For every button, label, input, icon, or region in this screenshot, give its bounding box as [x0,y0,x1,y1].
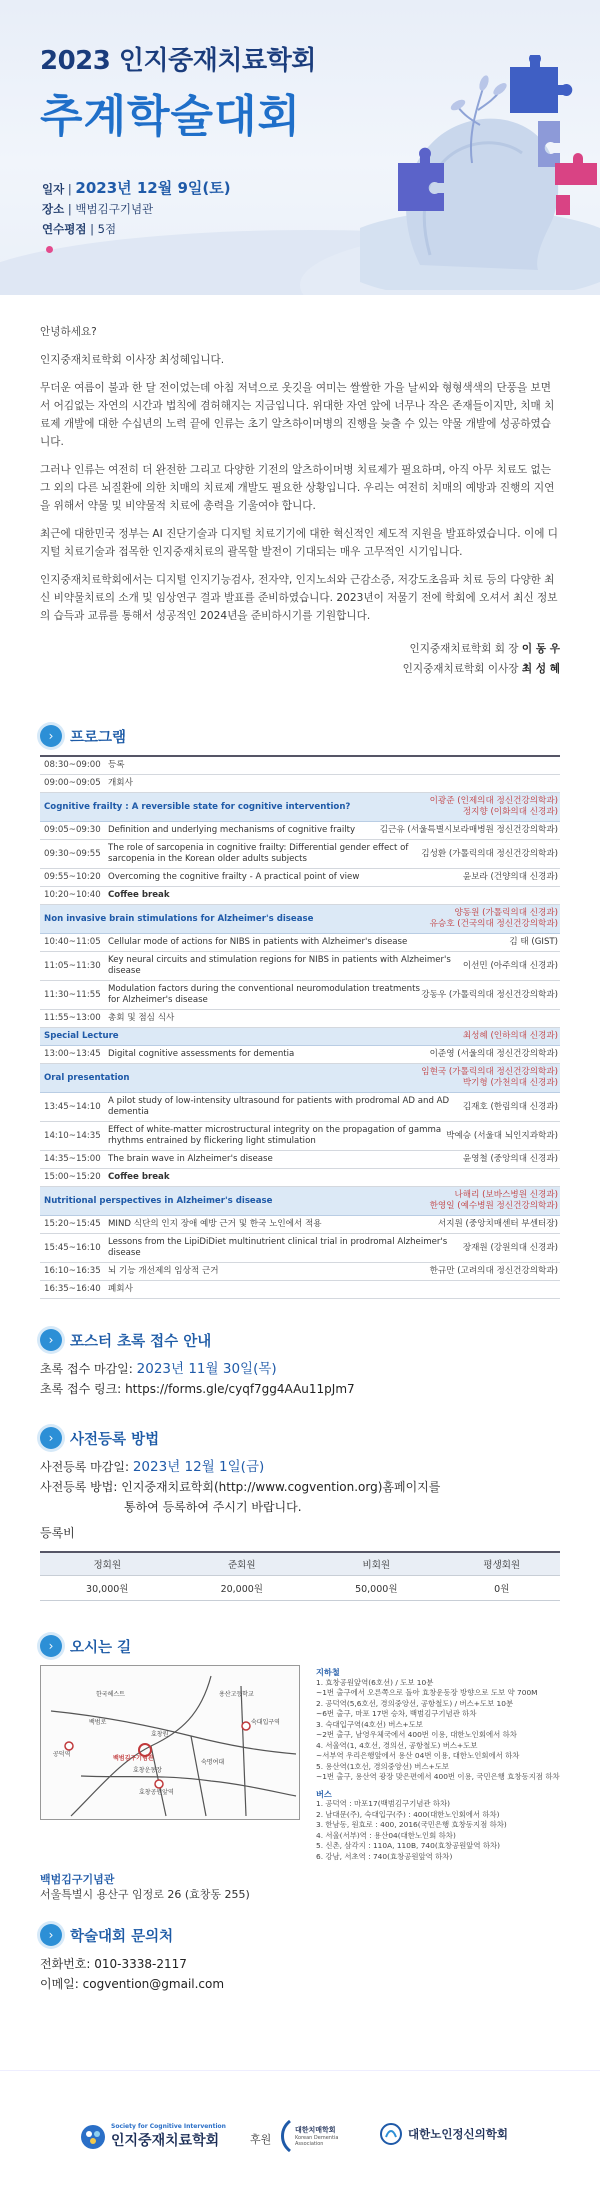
program-time: 13:45~14:10 [44,1101,101,1112]
email-label: 이메일: [40,1977,79,1991]
greeting-letter [0,295,600,679]
registration-heading [40,1427,600,1449]
map-label: 공덕역 [53,1751,71,1758]
program-title: Overcoming the cognitive frailty - A practical point of view [108,872,360,882]
program-title: Coffee break [108,1172,170,1182]
letter-paragraph: 그러나 인류는 여전히 더 완전한 그리고 다양한 기전의 알츠하이머병 치료제가 필요하며, 아직 아무 치료도 없는 그 외의 다른 뇌질환에 의한 치매의 치료제 개발도 필요한 상황입니다. 우리는 여전히 치매의 예방과 진행의 지연을 위해서 약물 및 비약물적 치료에 총력을 기울여야 합니다. [40,464,555,512]
program-row [40,775,560,793]
program-title: Digital cognitive assessments for dementia [108,1049,295,1059]
program-row [40,840,560,869]
speaker-name: 이광준 (인제의대 정신건강의학과) [429,796,558,806]
program-title: Cellular mode of actions for NIBS in patients with Alzheimer's disease [108,937,408,947]
program-speaker [421,990,560,1001]
society-logo [80,2123,226,2150]
fee-title: 등록비 [40,1526,75,1540]
speaker-name: 한영일 (예수병원 정신건강의학과) [429,1201,558,1211]
section-title: 포스터 초록 접수 안내 [70,1333,212,1350]
speaker-name: 최성혜 (인하의대 신경과) [462,1031,558,1041]
chevron-right-icon: › [40,1635,62,1657]
speaker-name: 윤보라 (건양의대 신경과) [462,872,558,882]
program-time: 09:00~09:05 [44,778,101,788]
letter-paragraph: 무더운 여름이 불과 한 달 전이었는데 아침 저녁으로 옷깃을 여미는 쌀쌀한 가을 날씨와 형형색색의 단풍을 보면서 어김없는 자연의 시간과 법칙에 겸허해지는 지금입니다. 위대한 자연 앞에 너무나 작은 존재들이지만, 치매 치료제 개발에 대한 수십년의 노력 끝에 인류는 초기 알츠하이머병의 진행을 늦출 수 있는 약물 개발에 성공하였습니다. [40,382,555,448]
dementia-logo [278,2119,345,2153]
program-time: 09:55~10:20 [44,872,101,882]
speaker-name: 이선민 (아주의대 신경과) [462,960,558,971]
program-table [40,755,560,1299]
program-time: 14:10~14:35 [44,1130,101,1141]
directions-text [316,1665,560,1862]
session-chairs [430,908,560,930]
section-title: 학술대회 문의처 [70,1928,174,1945]
signature-org: 인지중재치료학회 회 장 [409,643,519,655]
bus-route: 2. 남대문(주), 숙대입구(주) : 400(대한노인회에서 하차) [316,1809,500,1819]
program-time: 09:05~09:30 [44,825,101,835]
session-chairs [430,796,560,818]
program-title: A pilot study of low-intensity ultrasound for patients with prodromal AD and AD dementia [108,1096,450,1117]
chevron-right-icon: › [40,1329,62,1351]
fee-value: 20,000원 [175,1576,310,1601]
chevron-right-icon: › [40,1427,62,1449]
program-row [40,822,560,840]
section-title: 사전등록 방법 [70,1431,160,1448]
program-time: 15:20~15:45 [44,1219,101,1229]
speaker-name: 임현국 (가톨릭의대 정신건강의학과) [421,1067,558,1077]
brain-puzzle-illustration [360,55,600,290]
contact-heading [40,1924,600,1946]
section-title: 오시는 길 [70,1639,132,1656]
geriatric-logo [380,2123,508,2145]
program-row [40,1216,560,1234]
map-label: 숙대입구역 [251,1719,280,1726]
program-title: 폐회사 [108,1284,133,1294]
speaker-name: 김재호 (한림의대 신경과) [462,1101,558,1112]
map-label: 효창원 [151,1731,169,1738]
fee-table [40,1551,560,1601]
session-header-row [40,1028,560,1046]
speaker-name: 나해리 (보바스병원 신경과) [454,1190,558,1200]
map-label: 백범로 [89,1719,107,1726]
bus-route: 3. 한남동, 원효로 : 400, 2016(국민은행 효창동지점 하차) [316,1820,507,1829]
location-map[interactable] [40,1665,300,1820]
email-value[interactable]: cogvention@gmail.com [82,1977,225,1991]
subway-route: ~2번 출구, 남영우체국에서 400번 이용, 대한노인회에서 하차 [316,1730,517,1739]
reg-method-value[interactable]: 인지중재치료학회(http://www.cogvention.org)홈페이지를 [121,1480,441,1494]
program-speaker [463,961,560,972]
session-header-row [40,905,560,934]
program-row [40,1010,560,1028]
credit-value: 5점 [97,222,117,236]
program-speaker [430,1049,560,1060]
session-title: Non invasive brain stimulations for Alzheimer's disease [44,913,314,924]
map-label: 용산고등학교 [219,1691,254,1698]
program-row [40,1122,560,1151]
fee-value: 30,000원 [40,1576,175,1601]
bus-route: 4. 서울(서부)역 : 용산04(대한노인회 하차) [316,1830,456,1840]
letter-paragraph: 인지중재치료학회에서는 디지털 인지기능검사, 전자약, 인지노쇠와 근감소증, 저강도초음파 치료 등의 다양한 최신 비약물치료의 소개 및 임상연구 결과 발표를 준비하였습니다. 2023년이 저물기 전에 학회에 오셔서 최신 정보의 습득과 교류를 통해서 성공적인 2024년을 준비하시기를 기원합니다. [40,574,558,622]
speaker-name: 정지향 (이화의대 신경과) [462,807,558,817]
program-title: 등록 [108,760,125,770]
map-drawing [41,1666,301,1821]
reg-method-value-2: 통하여 등록하여 주시기 바랍니다. [124,1500,302,1514]
program-row [40,869,560,887]
intro: 인지중재치료학회 이사장 최성혜입니다. [40,354,225,366]
venue-name: 백범김구기념관 [40,1873,115,1886]
program-speaker [446,1131,560,1142]
program-row [40,934,560,952]
speaker-name: 한규만 (고려의대 정신건강의학과) [429,1266,558,1276]
fee-value: 0원 [444,1576,560,1601]
sponsor-label: 후원 [250,2133,272,2146]
bus-route: 5. 신촌, 삼각지 : 110A, 110B, 740(효창공원앞역 하차) [316,1841,501,1850]
speaker-name: 김성환 (가톨릭의대 정신건강의학과) [421,848,558,859]
speaker-name: 김근유 (서울특별시보라매병원 정신건강의학과) [379,825,558,835]
fee-value: 50,000원 [309,1576,444,1601]
program-speaker [430,1266,560,1277]
map-venue-label: 백범김구기념관 [113,1755,154,1762]
map-label: 효창운동장 [133,1767,162,1774]
society-en: Society for Cognitive Intervention [111,2123,226,2130]
hero-year-society: 2023 인지중재치료학회 [40,46,316,76]
program-title: The brain wave in Alzheimer's disease [108,1154,273,1164]
program-row [40,1151,560,1169]
program-row [40,887,560,905]
program-title: 뇌 기능 개선제의 임상적 근거 [108,1266,219,1276]
subway-route: 4. 서울역(1, 4호선, 경의선, 공항철도) 버스+도보 [316,1740,478,1750]
subway-route: ~1번 출구에서 오른쪽으로 돌아 효창운동장 방향으로 도보 약 700M [316,1688,538,1697]
program-row [40,1169,560,1187]
registration-info [40,1457,560,1543]
program-title: 총회 및 점심 식사 [108,1013,175,1023]
program-time: 09:30~09:55 [44,848,101,859]
program-time: 11:05~11:30 [44,960,101,971]
poster-info [40,1359,560,1399]
speaker-name: 강동우 (가톨릭의대 정신건강의학과) [421,989,558,1000]
map-label: 한국헤스트 [96,1691,125,1698]
letter-paragraph: 최근에 대한민국 정부는 AI 진단기술과 디지털 치료기기에 대한 혁신적인 제도적 지원을 발표하였습니다. 이에 디지털 치료기술과 접목한 인지중재치료의 괄목할 발전이 기대되는 매우 고무적인 시기입니다. [40,528,559,558]
poster-deadline-label: 초록 접수 마감일: [40,1362,133,1376]
society-kr: 인지중재치료학회 [111,2133,220,2149]
program-speaker [380,825,560,836]
program-speaker [421,849,560,860]
program-title: Definition and underlying mechanisms of cognitive frailty [108,825,356,835]
geriatric-logo-icon [380,2123,402,2145]
subway-route: 1. 효창공원앞역(6호선) / 도보 10분 [316,1677,434,1687]
program-row [40,952,560,981]
speaker-name: 유승호 (건국의대 정신건강의학과) [429,919,558,929]
subway-title: 지하철 [316,1667,340,1677]
program-speaker [509,937,560,948]
session-chairs [421,1067,560,1089]
speaker-name: 박기형 (가천의대 신경과) [462,1078,558,1088]
reg-deadline-value: 2023년 12월 1일(금) [132,1459,265,1475]
speaker-name: 서지원 (중앙치매센터 부센터장) [437,1219,558,1229]
program-title: Key neural circuits and stimulation regions for NIBS in patients with Alzheimer's disease [108,955,451,976]
chevron-right-icon: › [40,725,62,747]
date-label: 일자 [42,182,65,196]
program-title: 개회사 [108,778,133,788]
poster-heading [40,1329,600,1351]
poster-link-label: 초록 접수 링크: [40,1382,122,1396]
session-title: Oral presentation [44,1072,130,1083]
program-speaker [463,1102,560,1113]
subway-route: ~1번 출구, 용산역 광장 맞은편에서 400번 이용, 국민은행 효창동지점 하차 [316,1772,560,1781]
footer [0,2070,600,2187]
phone-value[interactable]: 010-3338-2117 [94,1957,187,1971]
pink-dot-icon [46,246,53,253]
section-title: 프로그램 [70,729,127,746]
program-time: 15:45~16:10 [44,1242,101,1253]
reg-method-label: 사전등록 방법: [40,1480,118,1494]
program-row [40,1234,560,1263]
subway-route: 3. 숙대입구역(4호선) 버스+도보 [316,1719,423,1729]
program-speaker [438,1219,560,1230]
program-time: 08:30~09:00 [44,760,101,770]
signature [40,639,560,679]
fee-header: 정회원 [40,1552,175,1576]
hero-banner [0,0,600,295]
bus-title: 버스 [316,1788,332,1799]
subway-route: 5. 용산역(1호선, 경의중앙선) 버스+도보 [316,1761,450,1771]
speaker-name: 윤영철 (중앙의대 신경과) [462,1154,558,1164]
session-title: Nutritional perspectives in Alzheimer's disease [44,1195,273,1206]
speaker-name: 이준영 (서울의대 정신건강의학과) [429,1049,558,1059]
speaker-name: 박예승 (서울대 뇌인지과학과) [446,1130,558,1141]
fee-header: 평생회원 [444,1552,560,1576]
dementia-kr: 대한치매학회 [295,2126,336,2134]
society-logo-icon [80,2124,106,2150]
program-time: 14:35~15:00 [44,1154,101,1164]
subway-route: 2. 공덕역(5,6호선, 경의중앙선, 공항철도) / 버스+도보 10분 [316,1698,514,1708]
program-speaker [463,1243,560,1254]
place-value: 백범김구기념관 [75,202,154,216]
program-row [40,1263,560,1281]
signature-name: 최 성 혜 [521,663,560,675]
program-row [40,981,560,1010]
directions-heading [40,1635,600,1657]
program-speaker [463,1154,560,1165]
contact-info [40,1954,560,1994]
fee-header: 비회원 [309,1552,444,1576]
chevron-right-icon: › [40,1924,62,1946]
program-title: Coffee break [108,890,170,900]
speaker-name: 장재원 (강원의대 신경과) [462,1242,558,1253]
dementia-en: Korean Dementia Association [295,2135,339,2147]
hero-title: 추계학술대회 [40,91,302,142]
credit-label: 연수평점 [42,222,87,236]
venue-address: 서울특별시 용산구 임정로 26 (효창동 255) [40,1888,250,1901]
phone-label: 전화번호: [40,1957,91,1971]
program-time: 16:35~16:40 [44,1284,101,1294]
poster-deadline-value: 2023년 11월 30일(목) [136,1361,277,1377]
session-title: Special Lecture [44,1031,119,1041]
session-header-row [40,1064,560,1093]
program-row [40,1281,560,1299]
program-title: Effect of white-matter microstructural integrity on the propagation of gamma rhythms entrained by flickering light stimulation [108,1125,442,1146]
session-header-row [40,1187,560,1216]
signature-org: 인지중재치료학회 이사장 [402,663,519,675]
directions-area [40,1665,560,1862]
speaker-name: 양동원 (가톨릭의대 신경과) [454,908,558,918]
program-row [40,1093,560,1122]
program-time: 16:10~16:35 [44,1266,101,1276]
program-row [40,757,560,775]
program-speaker [463,872,560,883]
bus-route: 6. 강남, 서초역 : 740(효창공원앞역 하차) [316,1851,453,1861]
map-label: 효창공원앞역 [139,1789,174,1796]
bus-route: 1. 공덕역 : 마포17(백범김구기념관 하차) [316,1799,451,1808]
program-title: Modulation factors during the conventional neuromodulation treatments for Alzheimer's disease [108,984,420,1005]
fee-header: 준회원 [175,1552,310,1576]
session-title: Cognitive frailty : A reversible state for cognitive intervention? [44,801,351,812]
reg-deadline-label: 사전등록 마감일: [40,1460,130,1474]
program-time: 13:00~13:45 [44,1049,101,1059]
program-time: 15:00~15:20 [44,1172,101,1182]
program-time: 10:20~10:40 [44,890,101,900]
program-time: 11:55~13:00 [44,1013,101,1023]
session-chairs [430,1190,560,1212]
program-row [40,1046,560,1064]
map-label: 숙명여대 [201,1759,225,1766]
program-time: 11:30~11:55 [44,989,101,1000]
session-header-row [40,793,560,822]
hero-info: 일자 | 2023년 12월 9일(토) 장소 | 백범김구기념관 연수평점 | 5점 [42,178,231,259]
signature-name: 이 동 우 [521,643,560,655]
poster-link[interactable]: https://forms.gle/cyqf7gg4AAu11pJm7 [125,1382,355,1396]
program-title: MIND 식단의 인지 장애 예방 근거 및 한국 노인에서 적용 [108,1219,322,1229]
program-heading [40,725,600,747]
geriatric-kr: 대한노인정신의학회 [408,2127,508,2141]
date-value: 2023년 12월 9일(토) [75,179,231,197]
program-time: 10:40~11:05 [44,937,101,947]
subway-route: ~서부역 우리은행앞에서 용산 04번 이용, 대한노인회에서 하차 [316,1751,520,1760]
program-title: The role of sarcopenia in cognitive frailty: Differential gender effect of sarcopenia in the Korean older adults subjects [108,843,409,864]
session-chairs [463,1031,560,1042]
greeting: 안녕하세요? [40,326,97,338]
venue-info [40,1872,560,1902]
program-title: Lessons from the LipiDiDiet multinutrient clinical trial in prodromal Alzheimer's disease [108,1237,448,1258]
place-label: 장소 [42,202,65,216]
speaker-name: 김 태 (GIST) [509,937,558,947]
subway-route: ~6번 출구, 마포 17번 승차, 백범김구기념관 하차 [316,1709,477,1718]
dementia-logo-icon [278,2119,292,2153]
